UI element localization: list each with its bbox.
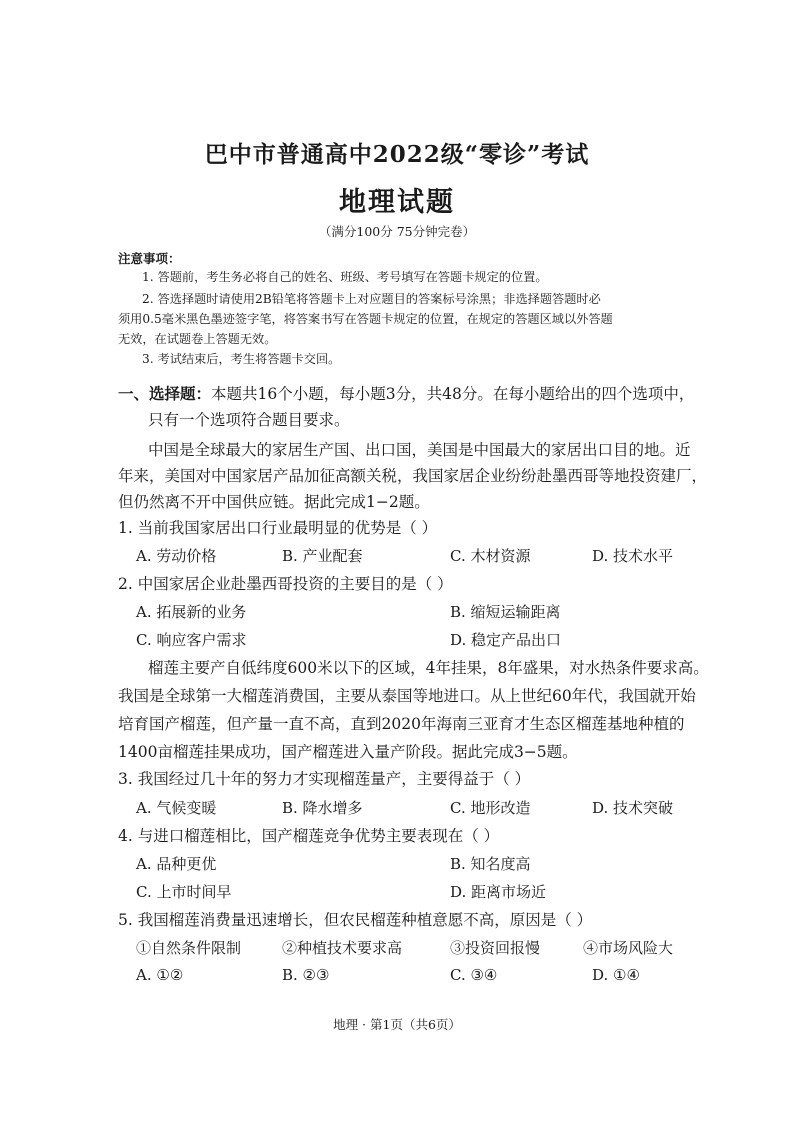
passage-line: 我国是全球第一大榴莲消费国，主要从泰国等地进口。从上世纪60年代，我国就开始: [118, 687, 696, 705]
option: C. ③④: [450, 966, 498, 984]
option: B. 产业配套: [282, 547, 363, 565]
option: A. 拓展新的业务: [136, 603, 247, 621]
option: D. 稳定产品出口: [450, 631, 562, 649]
option: D. ①④: [592, 966, 640, 984]
passage-line: 但仍然离不开中国供应链。据此完成1−2题。: [118, 493, 430, 511]
option: C. 响应客户需求: [136, 631, 247, 649]
question-stem: 2. 中国家居企业赴墨西哥投资的主要目的是（ ）: [118, 575, 453, 593]
option: A. 气候变暖: [136, 799, 217, 817]
question-stem: 3. 我国经过几十年的努力才实现榴莲量产，主要得益于（ ）: [118, 770, 531, 788]
option: C. 上市时间早: [136, 883, 232, 901]
option: C. 地形改造: [450, 799, 531, 817]
option: A. ①②: [136, 966, 184, 984]
option: D. 距离市场近: [450, 883, 547, 901]
option: A. 劳动价格: [136, 547, 217, 565]
statement: ①自然条件限制: [136, 939, 242, 957]
page-footer: 地理 · 第1页（共6页）: [333, 1017, 461, 1032]
section-intro: 本题共16个小题，每小题3分，共48分。在每小题给出的四个选项中，: [211, 385, 695, 403]
subject-title: 地理试题: [339, 187, 455, 218]
option: B. 缩短运输距离: [450, 603, 561, 621]
option: D. 技术水平: [592, 547, 674, 565]
option: D. 技术突破: [592, 799, 674, 817]
note-line: 无效，在试题卷上答题无效。: [118, 332, 277, 346]
passage-line: 培育国产榴莲，但产量一直不高，直到2020年海南三亚育才生态区榴莲基地种植的: [118, 715, 685, 733]
statement: ②种植技术要求高: [282, 939, 403, 957]
option: B. ②③: [282, 966, 330, 984]
exam-meta: （满分100分 75分钟完卷）: [318, 224, 476, 239]
option: B. 降水增多: [282, 799, 363, 817]
section-intro-cont: 只有一个选项符合题目要求。: [148, 411, 350, 429]
passage-line: 1400亩榴莲挂果成功，国产榴莲进入量产阶段。据此完成3−5题。: [118, 743, 578, 761]
question-stem: 4. 与进口榴莲相比，国产榴莲竞争优势主要表现在（ ）: [118, 827, 500, 845]
section-heading-line: [118, 382, 694, 404]
passage-line: 年来，美国对中国家居产品加征高额关税，我国家居企业纷纷赴墨西哥等地投资建厂，: [118, 467, 708, 485]
option: A. 品种更优: [136, 855, 217, 873]
option: C. 木材资源: [450, 547, 531, 565]
question-stem: 1. 当前我国家居出口行业最明显的优势是（ ）: [118, 519, 438, 537]
note-line: 1. 答题前，考生务必将自己的姓名、班级、考号填写在答题卡规定的位置。: [142, 270, 548, 284]
statement: ③投资回报慢: [450, 939, 541, 957]
note-line: 3. 考试结束后，考生将答题卡交回。: [142, 352, 341, 366]
section-heading: 一、选择题：: [118, 385, 212, 403]
note-line: 须用0.5毫米黑色墨迹签字笔，将答案书写在答题卡规定的位置，在规定的答题区域以外答题: [118, 312, 613, 326]
notes-heading: 注意事项：: [118, 251, 181, 266]
passage-line: 中国是全球最大的家居生产国、出口国，美国是中国最大的家居出口目的地。近: [148, 441, 691, 459]
statement: ④市场风险大: [583, 939, 674, 957]
exam-title: 巴中市普通高中2022级“零诊”考试: [204, 141, 590, 168]
option: B. 知名度高: [450, 855, 531, 873]
question-stem: 5. 我国榴莲消费量迅速增长，但农民榴莲种植意愿不高，原因是（ ）: [118, 911, 593, 929]
passage-line: 榴莲主要产自低纬度600米以下的区域，4年挂果，8年盛果，对水热条件要求高。: [148, 659, 709, 677]
note-line: 2. 答选择题时请使用2B铅笔将答题卡上对应题目的答案标号涂黑；非选择题答题时必: [142, 292, 601, 306]
